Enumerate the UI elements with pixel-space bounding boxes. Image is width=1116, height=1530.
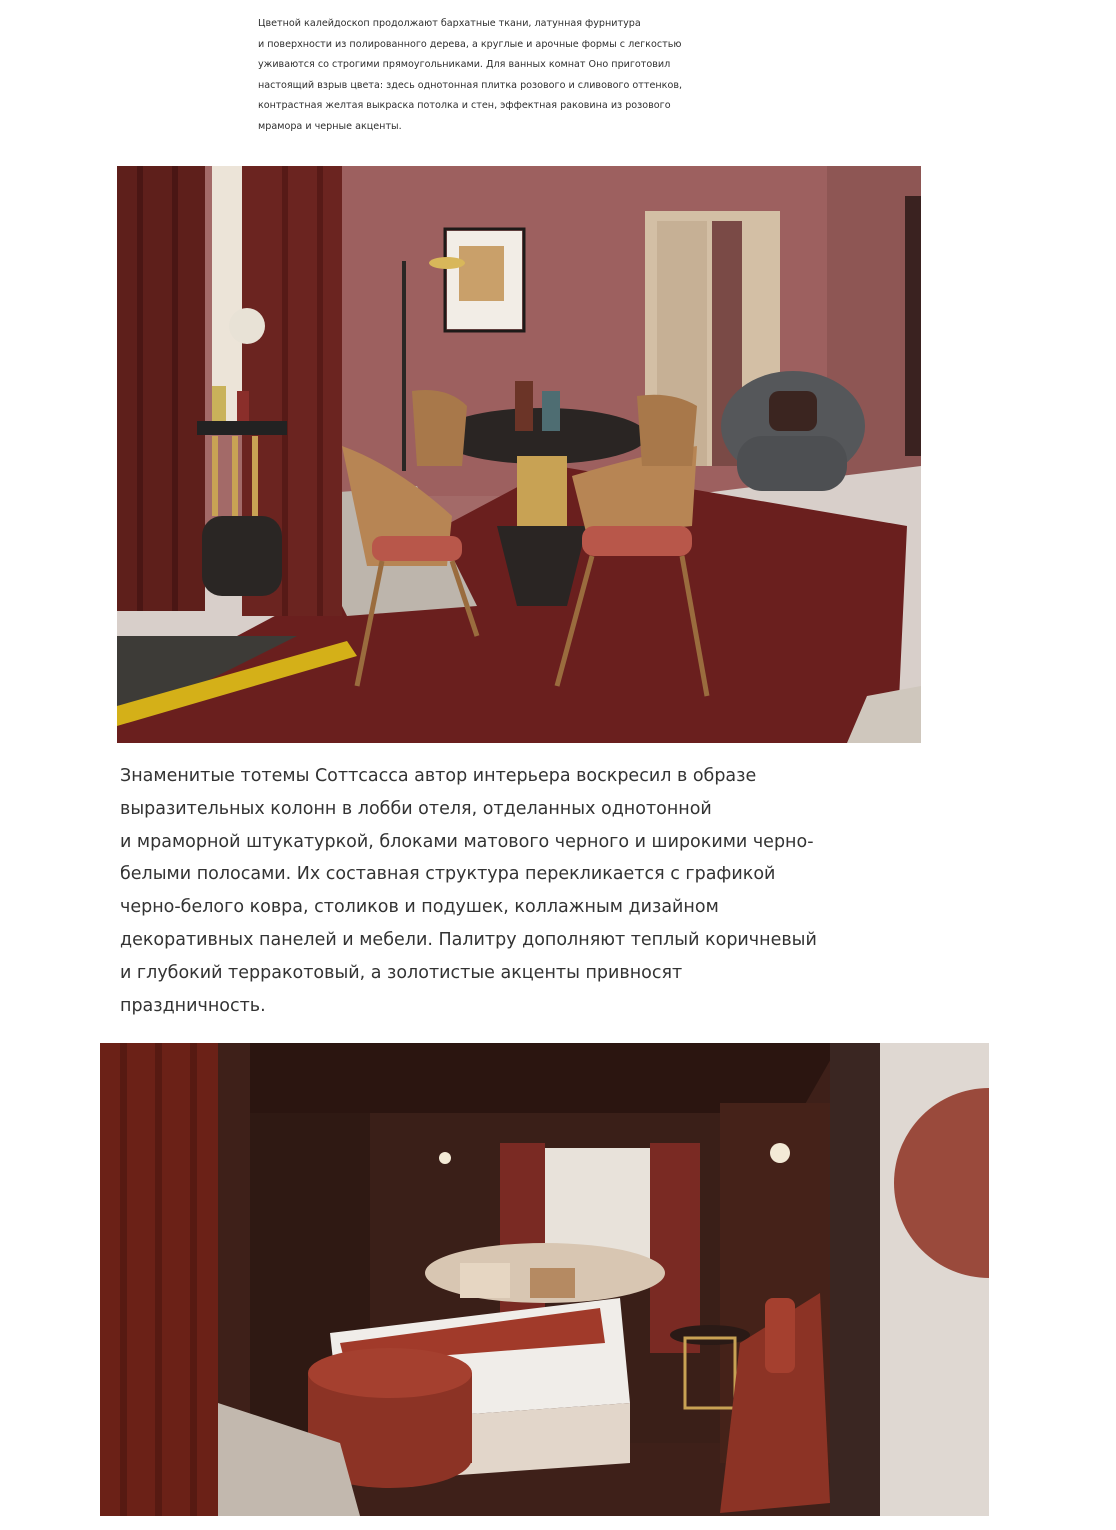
- caption-line: уживаются со строгими прямоугольниками. Для ванных комнат Оно приготовил: [258, 59, 671, 71]
- body-line: черно-белого ковра, столиков и подушек, коллажным дизайном: [120, 897, 719, 918]
- caption-line: контрастная желтая выкраска потолка и стен, эффектная раковина из розового: [258, 100, 671, 112]
- body-line: и мраморной штукатуркой, блоками матового черного и широкими черно-: [120, 831, 814, 852]
- body-paragraph: [120, 760, 980, 1022]
- caption-line: настоящий взрыв цвета: здесь однотонная плитка розового и сливового оттенков,: [258, 79, 683, 91]
- intro-caption: [258, 14, 818, 138]
- body-line: праздничность.: [120, 995, 266, 1016]
- body-line: декоративных панелей и мебели. Палитру дополняют теплый коричневый: [120, 929, 817, 950]
- body-line: белыми полосами. Их составная структура перекликается с графикой: [120, 864, 776, 885]
- body-line: выразительных колонн в лобби отеля, отделанных однотонной: [120, 798, 712, 819]
- body-line: и глубокий терракотовый, а золотистые акценты привносят: [120, 962, 683, 983]
- body-line: Знаменитые тотемы Соттсасса автор интерьера воскресил в образе: [120, 766, 757, 786]
- dining-room-photo: [117, 166, 921, 743]
- bedroom-photo: [100, 1043, 989, 1516]
- caption-line: и поверхности из полированного дерева, а круглые и арочные формы с легкостью: [258, 38, 682, 50]
- caption-line: Цветной калейдоскоп продолжают бархатные ткани, латунная фурнитура: [258, 18, 641, 29]
- caption-line: мрамора и черные акценты.: [258, 120, 402, 132]
